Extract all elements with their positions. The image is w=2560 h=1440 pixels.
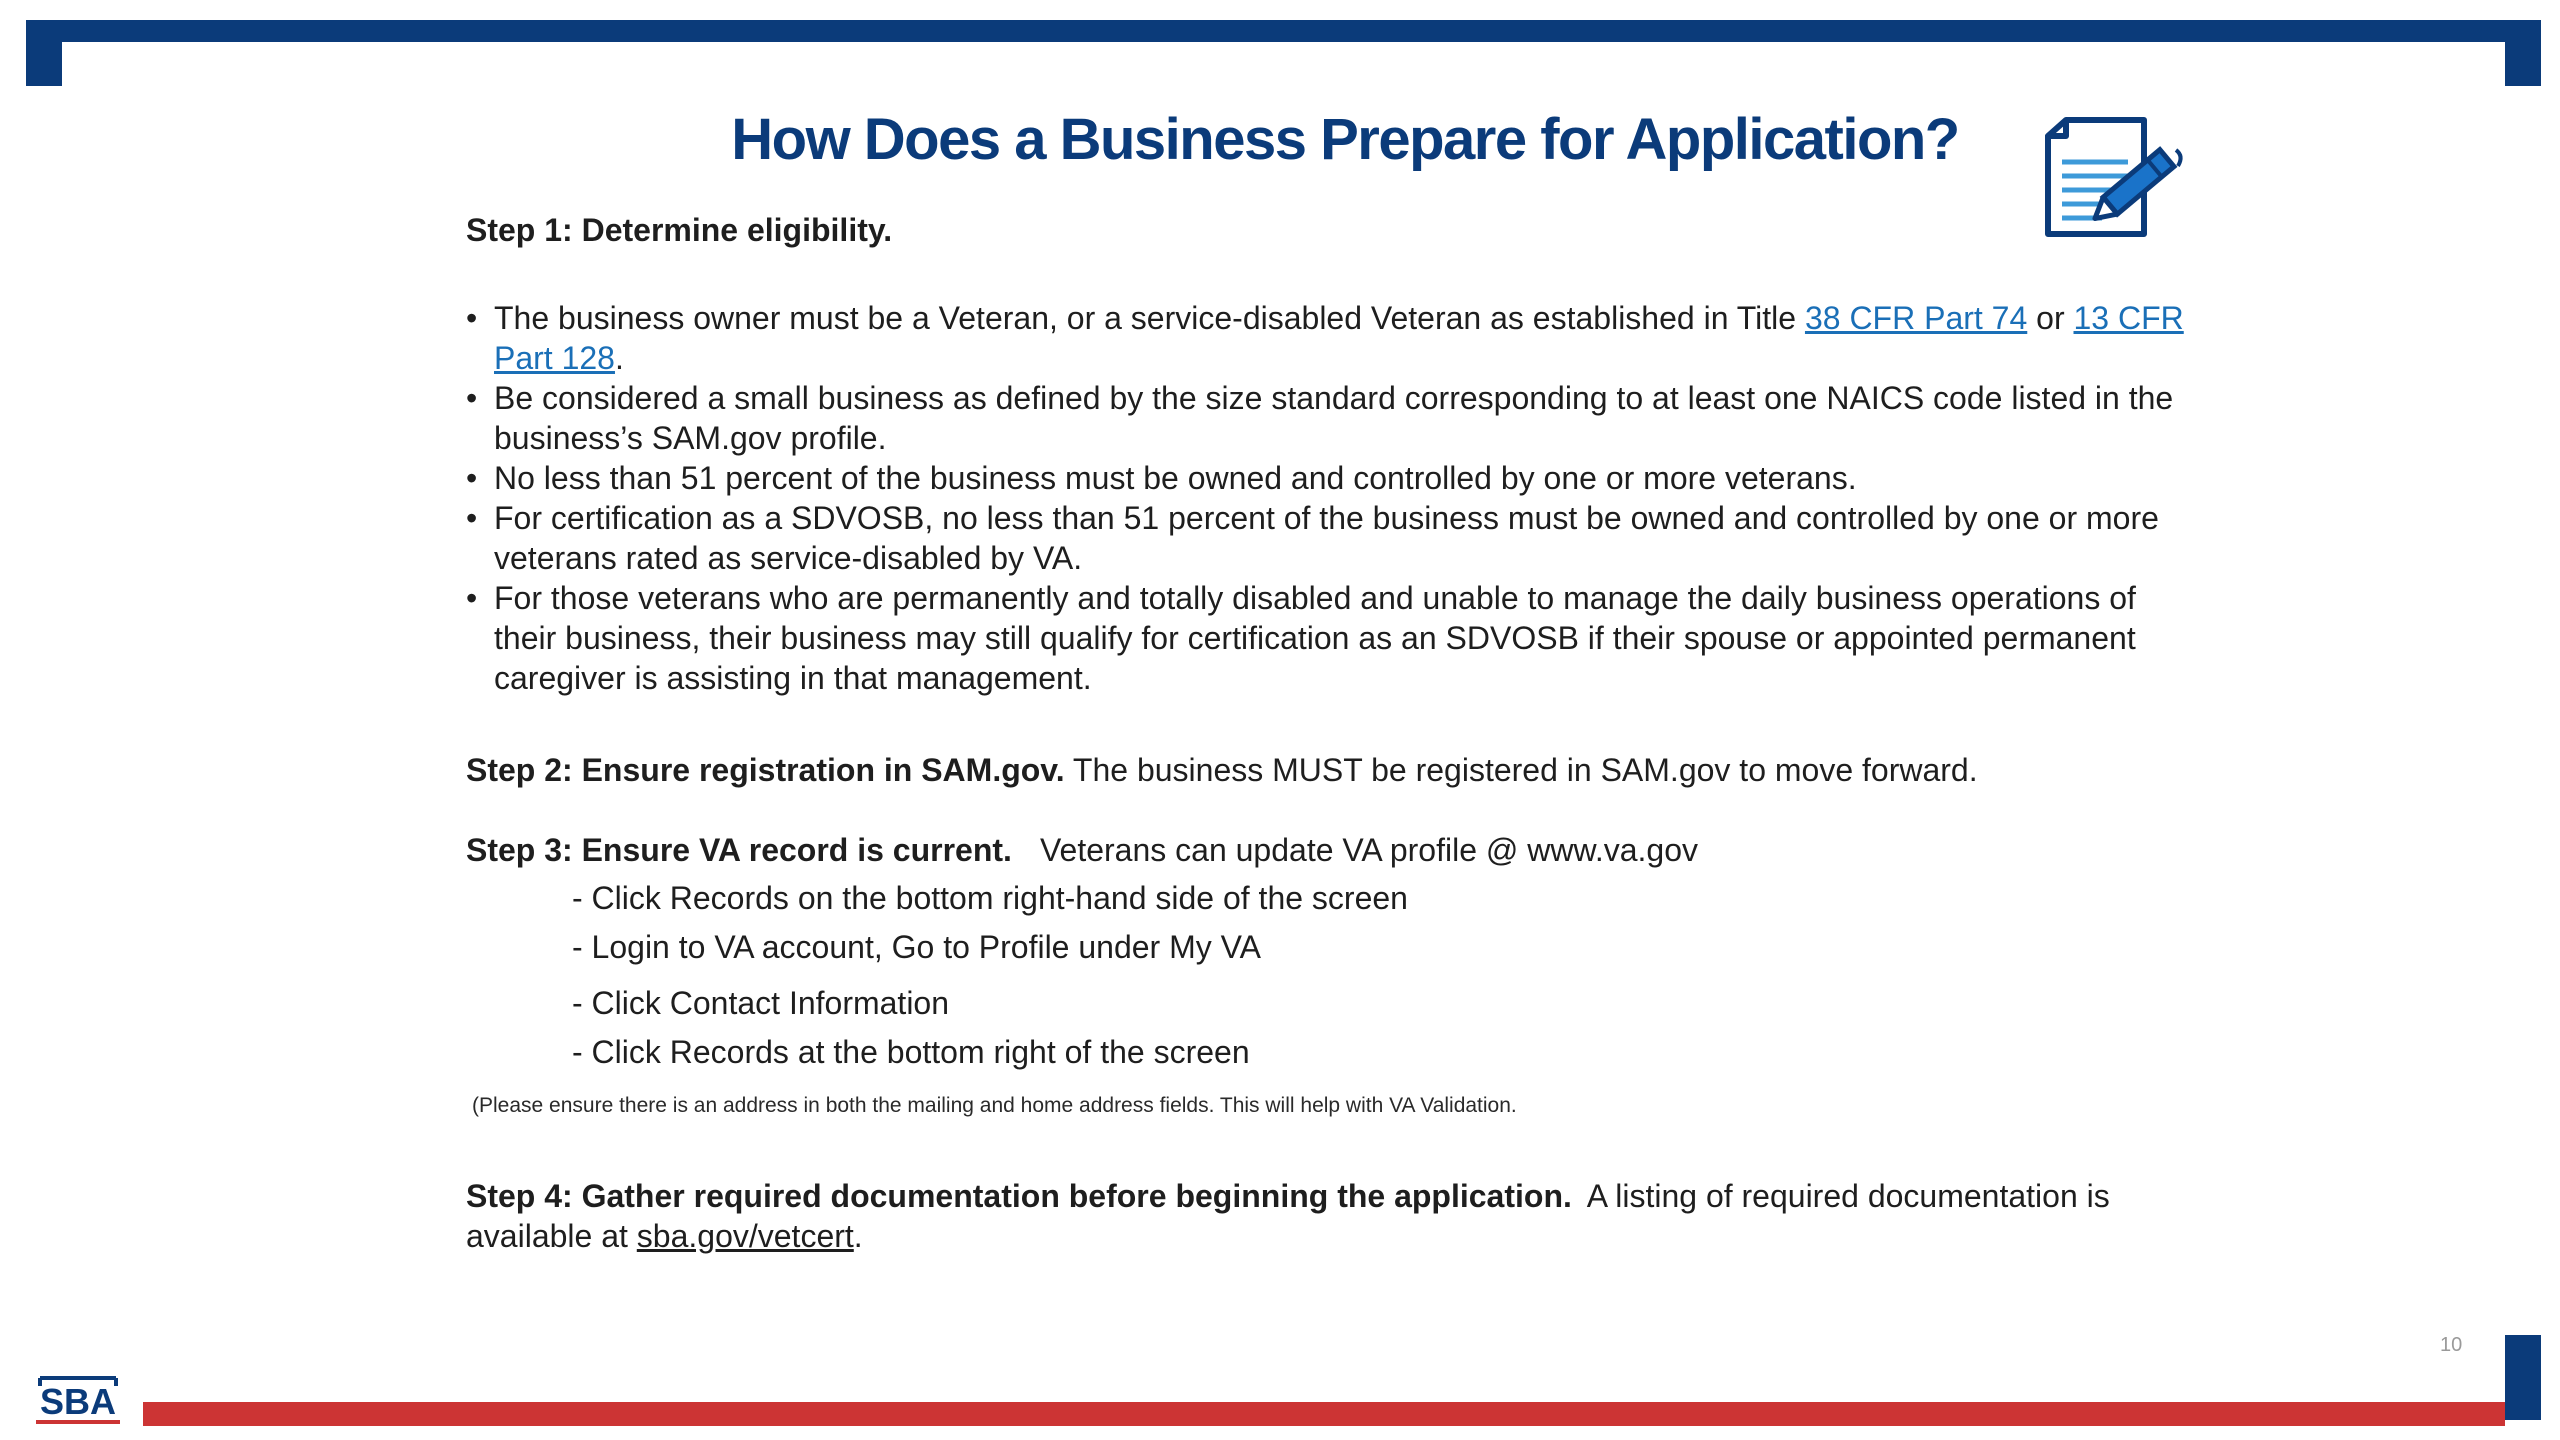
step4-text-end: . (853, 1218, 863, 1254)
bullet-text: . (614, 340, 624, 376)
step1-heading: Step 1: Determine eligibility. (466, 212, 893, 248)
step3-sublist (466, 870, 2186, 1070)
list-item (466, 298, 2186, 378)
step2-row (466, 750, 2186, 790)
list-item: • For certification as a SDVOSB, no less than 51 percent of the business must be owned and controlled by one or more veterans rated as service-disabled by VA. (466, 498, 2186, 578)
step4-text: A listing of required documentation is available at (466, 1178, 2110, 1254)
list-item: • No less than 51 percent of the business must be owned and controlled by one or more veterans. (466, 458, 2186, 498)
sba-logo (28, 1368, 128, 1428)
step2-heading: Step 2: Ensure registration in SAM.gov. (466, 752, 1065, 788)
bullet-text: or (2027, 300, 2074, 336)
step3-heading: Step 3: Ensure VA record is current. (466, 832, 1012, 868)
step3-text: Veterans can update VA profile @ www.va.gov (1039, 832, 1698, 868)
page-number: 10 (2440, 1334, 2463, 1356)
step3-row (466, 830, 2186, 870)
list-item: - Click Records on the bottom right-hand side of the screen (572, 880, 1408, 916)
step4-row (466, 1176, 2186, 1256)
page-title: How Does a Business Prepare for Application? (731, 107, 1959, 172)
va-validation-note: (Please ensure there is an address in both the mailing and home address fields. This will help with VA Validation. (472, 1094, 1517, 1117)
list-item: - Click Contact Information (572, 985, 950, 1021)
eligibility-list (466, 298, 2186, 698)
list-item: • For those veterans who are permanently and totally disabled and unable to manage the daily business operations of their business, their business may still qualify for certification as an SDVOSB if their spouse or appointed permanent caregiver is assisting in that management. (466, 578, 2186, 698)
svg-text:SBA: SBA (39, 1381, 117, 1422)
top-frame-bar (26, 20, 2541, 42)
slide-content (466, 210, 2186, 1256)
list-item: - Click Records at the bottom right of the screen (572, 1034, 1250, 1070)
bottom-frame-bar (143, 1402, 2505, 1426)
step2-text: The business MUST be registered in SAM.gov to move forward. (1064, 752, 1978, 788)
step4-heading: Step 4: Gather required documentation before beginning the application. (466, 1178, 1572, 1214)
vetcert-link[interactable]: sba.gov/vetcert (636, 1218, 854, 1254)
cfr-part-74-link[interactable]: 38 CFR Part 74 (1804, 300, 2028, 336)
list-item: • Be considered a small business as defined by the size standard corresponding to at least one NAICS code listed in the business’s SAM.gov profile. (466, 378, 2186, 458)
top-right-frame-tab (2505, 20, 2541, 86)
cfr-part-128-link[interactable]: 13 CFR Part 128 (494, 300, 2184, 376)
bottom-right-frame-tab (2505, 1335, 2541, 1420)
bullet-text: The business owner must be a Veteran, or a service-disabled Veteran as established in Title (494, 300, 1805, 336)
top-left-frame-tab (26, 20, 62, 86)
list-item: - Login to VA account, Go to Profile under My VA (572, 929, 1261, 965)
